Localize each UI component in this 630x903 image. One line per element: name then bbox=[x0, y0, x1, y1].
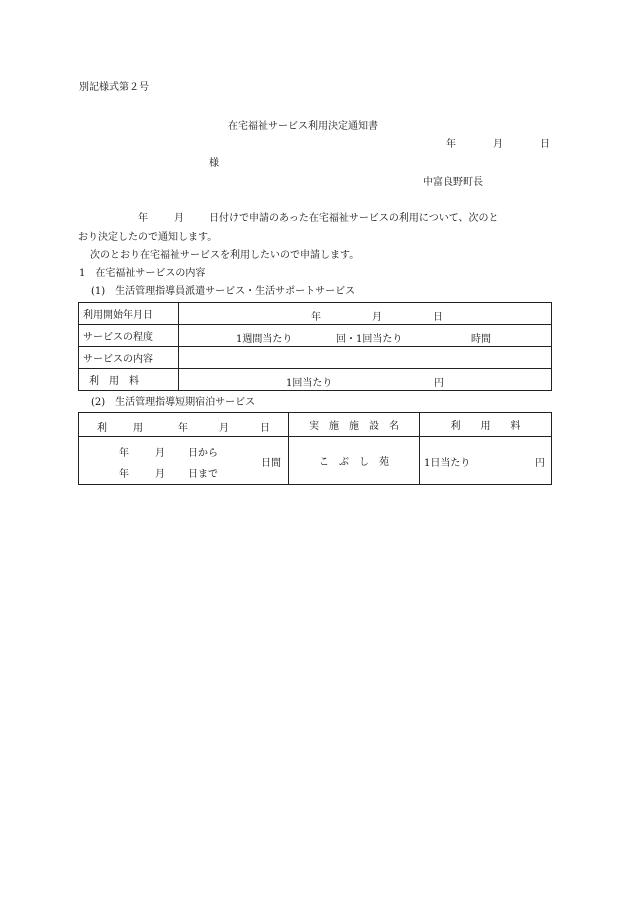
stay-table bbox=[78, 412, 552, 485]
row-value bbox=[179, 369, 552, 391]
fee-per-label: 1回当たり bbox=[286, 378, 333, 389]
hours-label: 時間 bbox=[471, 334, 491, 345]
period-header-char: 用 bbox=[133, 423, 143, 434]
from-day: 日から bbox=[188, 448, 218, 459]
fee-cell bbox=[420, 437, 552, 485]
table-row bbox=[79, 369, 552, 391]
fee-per-day: 1日当たり bbox=[424, 458, 471, 469]
body-year: 年 bbox=[138, 213, 148, 224]
date-day: 日 bbox=[540, 139, 550, 150]
start-month: 月 bbox=[372, 312, 382, 323]
document-title: 在宅福祉サービス利用決定通知書 bbox=[228, 121, 378, 132]
issuer: 中富良野町長 bbox=[423, 177, 483, 188]
section1-heading: 1 在宅福祉サービスの内容 bbox=[79, 268, 206, 279]
period-cell bbox=[79, 437, 289, 485]
body-month: 月 bbox=[174, 213, 184, 224]
from-month: 月 bbox=[155, 448, 165, 459]
body-line2: おり決定したので通知します。 bbox=[78, 232, 218, 243]
table-row bbox=[79, 303, 552, 325]
period-header-char: 月 bbox=[219, 423, 229, 434]
times-label: 回・1回当たり bbox=[336, 334, 403, 345]
service-table bbox=[78, 302, 552, 391]
table-row bbox=[79, 437, 552, 485]
fee-yen: 円 bbox=[535, 458, 545, 469]
sub2-heading: (2) 生活管理指導短期宿泊サービス bbox=[91, 397, 256, 408]
start-year: 年 bbox=[311, 312, 321, 323]
row-value bbox=[179, 325, 552, 347]
form-number: 別記様式第２号 bbox=[79, 82, 149, 93]
period-header-char: 利 bbox=[97, 423, 107, 434]
fee-header: 利 用 料 bbox=[420, 413, 552, 437]
period-header bbox=[79, 413, 289, 437]
table-row bbox=[79, 347, 552, 369]
row-label: 利 用 料 bbox=[79, 369, 179, 391]
start-day: 日 bbox=[433, 312, 443, 323]
to-month: 月 bbox=[155, 469, 165, 480]
sub1-heading: (1) 生活管理指導員派遣サービス・生活サポートサービス bbox=[91, 286, 356, 297]
table-row bbox=[79, 325, 552, 347]
addressee-suffix: 様 bbox=[209, 158, 219, 169]
facility-name: こ ぶ し 苑 bbox=[289, 437, 420, 485]
row-label: 利用開始年月日 bbox=[79, 303, 179, 325]
date-year: 年 bbox=[446, 139, 456, 150]
row-label: サービスの程度 bbox=[79, 325, 179, 347]
body-line3: 次のとおり在宅福祉サービスを利用したいので申請します。 bbox=[90, 250, 360, 261]
period-header-char: 年 bbox=[178, 423, 188, 434]
row-value bbox=[179, 347, 552, 369]
facility-header: 実 施 施 設 名 bbox=[289, 413, 420, 437]
table-header-row bbox=[79, 413, 552, 437]
weekly-label: 1週間当たり bbox=[236, 334, 293, 345]
days-label: 日間 bbox=[261, 458, 281, 469]
row-label: サービスの内容 bbox=[79, 347, 179, 369]
to-day: 日まで bbox=[188, 469, 218, 480]
row-value bbox=[179, 303, 552, 325]
date-month: 月 bbox=[493, 139, 503, 150]
body-line1: 日付けで申請のあった在宅福祉サービスの利用について、次のと bbox=[209, 213, 499, 224]
to-year: 年 bbox=[119, 469, 129, 480]
period-header-char: 日 bbox=[260, 423, 270, 434]
fee-yen-label: 円 bbox=[434, 378, 444, 389]
from-year: 年 bbox=[119, 448, 129, 459]
